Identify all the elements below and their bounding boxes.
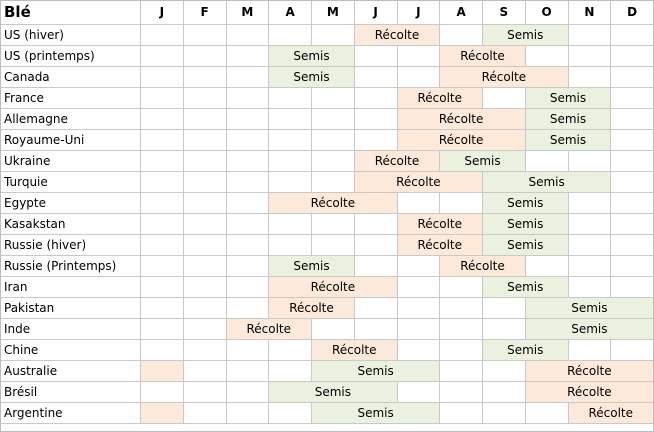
recolte-bar: Récolte: [227, 319, 312, 339]
grid-cell: [355, 214, 398, 235]
grid-cell: [227, 214, 270, 235]
grid-cell: [184, 172, 227, 193]
grid-cell: [483, 88, 526, 109]
grid-cell: [269, 109, 312, 130]
recolte-bar: Récolte: [398, 130, 525, 150]
country-label: Pakistan: [0, 298, 141, 319]
country-label: Brésil: [0, 382, 141, 403]
grid-cell: [526, 256, 569, 277]
recolte-bar: Récolte: [269, 193, 396, 213]
month-header: J: [141, 0, 184, 25]
grid-cell: [184, 193, 227, 214]
grid-cell: [611, 277, 654, 298]
grid-cell: [227, 193, 270, 214]
grid-cell: [440, 361, 483, 382]
grid-cell: [569, 193, 612, 214]
grid-cell: [227, 172, 270, 193]
grid-cell: [355, 298, 398, 319]
recolte-bar: Récolte: [569, 403, 654, 423]
grid-cell: [269, 235, 312, 256]
recolte-bar: [141, 361, 183, 381]
grid-cell: [526, 403, 569, 424]
grid-cell: [269, 25, 312, 46]
country-label: US (hiver): [0, 25, 141, 46]
grid-cell: [611, 256, 654, 277]
grid-cell: [269, 340, 312, 361]
semis-bar: Semis: [269, 256, 354, 276]
grid-cell: [141, 256, 184, 277]
grid-cell: [269, 214, 312, 235]
country-label: US (printemps): [0, 46, 141, 67]
month-header: D: [611, 0, 654, 25]
semis-bar: Semis: [269, 46, 354, 66]
grid-cell: [398, 382, 441, 403]
country-label: Turquie: [0, 172, 141, 193]
grid-cell: [611, 235, 654, 256]
country-label: Argentine: [0, 403, 141, 424]
grid-cell: [184, 319, 227, 340]
grid-cell: [141, 214, 184, 235]
grid-cell: [312, 88, 355, 109]
semis-bar: Semis: [312, 403, 439, 423]
semis-bar: Semis: [312, 361, 439, 381]
grid-cell: [227, 25, 270, 46]
recolte-bar: Récolte: [269, 277, 396, 297]
grid-cell: [141, 46, 184, 67]
grid-cell: [184, 88, 227, 109]
grid-cell: [312, 214, 355, 235]
grid-cell: [483, 403, 526, 424]
grid-cell: [312, 172, 355, 193]
grid-cell: [355, 46, 398, 67]
grid-cell: [141, 151, 184, 172]
grid-cell: [611, 109, 654, 130]
grid-cell: [141, 193, 184, 214]
grid-cell: [611, 46, 654, 67]
grid-cell: [269, 88, 312, 109]
grid-cell: [184, 298, 227, 319]
grid-cell: [184, 214, 227, 235]
recolte-bar: Récolte: [398, 235, 483, 255]
grid-cell: [141, 298, 184, 319]
grid-cell: [184, 382, 227, 403]
grid-cell: [227, 46, 270, 67]
grid-cell: [440, 340, 483, 361]
recolte-bar: [141, 403, 183, 423]
month-header: M: [312, 0, 355, 25]
grid-cell: [355, 235, 398, 256]
recolte-bar: Récolte: [398, 214, 483, 234]
grid-cell: [569, 256, 612, 277]
grid-cell: [141, 172, 184, 193]
grid-cell: [483, 298, 526, 319]
grid-cell: [312, 109, 355, 130]
semis-bar: Semis: [526, 298, 653, 318]
grid-cell: [227, 151, 270, 172]
country-label: Iran: [0, 277, 141, 298]
grid-cell: [569, 46, 612, 67]
semis-bar: Semis: [269, 67, 354, 87]
recolte-bar: Récolte: [526, 361, 653, 381]
grid-cell: [611, 151, 654, 172]
recolte-bar: Récolte: [440, 46, 525, 66]
grid-cell: [398, 46, 441, 67]
grid-cell: [483, 319, 526, 340]
recolte-bar: Récolte: [355, 151, 440, 171]
grid-cell: [184, 340, 227, 361]
grid-cell: [483, 382, 526, 403]
grid-cell: [184, 256, 227, 277]
semis-bar: Semis: [483, 193, 568, 213]
grid-cell: [398, 67, 441, 88]
recolte-bar: Récolte: [526, 382, 653, 402]
month-header: A: [269, 0, 312, 25]
grid-cell: [227, 88, 270, 109]
month-header: S: [483, 0, 526, 25]
grid-cell: [184, 46, 227, 67]
grid-cell: [355, 256, 398, 277]
grid-cell: [355, 67, 398, 88]
grid-cell: [141, 319, 184, 340]
country-label: Chine: [0, 340, 141, 361]
semis-bar: Semis: [483, 172, 610, 192]
grid-cell: [440, 298, 483, 319]
grid-cell: [398, 340, 441, 361]
grid-cell: [227, 109, 270, 130]
grid-cell: [355, 88, 398, 109]
country-label: Australie: [0, 361, 141, 382]
month-header: F: [184, 0, 227, 25]
grid-cell: [526, 46, 569, 67]
semis-bar: Semis: [440, 151, 525, 171]
grid-cell: [269, 130, 312, 151]
country-label: Kasakstan: [0, 214, 141, 235]
grid-cell: [184, 361, 227, 382]
grid-cell: [398, 298, 441, 319]
grid-cell: [141, 277, 184, 298]
grid-cell: [569, 67, 612, 88]
grid-cell: [141, 340, 184, 361]
grid-cell: [611, 67, 654, 88]
grid-cell: [569, 340, 612, 361]
grid-cell: [141, 130, 184, 151]
grid-cell: [184, 67, 227, 88]
grid-cell: [227, 298, 270, 319]
grid-cell: [184, 403, 227, 424]
month-header: A: [440, 0, 483, 25]
country-label: Egypte: [0, 193, 141, 214]
semis-bar: Semis: [526, 130, 611, 150]
grid-cell: [398, 193, 441, 214]
grid-cell: [440, 25, 483, 46]
grid-cell: [184, 130, 227, 151]
grid-cell: [141, 88, 184, 109]
grid-cell: [312, 151, 355, 172]
grid-cell: [141, 382, 184, 403]
country-label: Inde: [0, 319, 141, 340]
grid-cell: [227, 256, 270, 277]
grid-cell: [611, 88, 654, 109]
grid-cell: [440, 382, 483, 403]
country-label: Canada: [0, 67, 141, 88]
grid-cell: [526, 151, 569, 172]
grid-cell: [227, 361, 270, 382]
recolte-bar: Récolte: [398, 88, 483, 108]
grid-cell: [141, 235, 184, 256]
grid-cell: [611, 193, 654, 214]
recolte-bar: Récolte: [398, 109, 525, 129]
grid-cell: [184, 25, 227, 46]
grid-cell: [569, 214, 612, 235]
grid-cell: [569, 25, 612, 46]
recolte-bar: Récolte: [355, 172, 482, 192]
grid-cell: [483, 361, 526, 382]
month-header: J: [398, 0, 441, 25]
grid-cell: [569, 151, 612, 172]
semis-bar: Semis: [483, 235, 568, 255]
month-header: N: [569, 0, 612, 25]
grid-cell: [269, 361, 312, 382]
grid-cell: [440, 193, 483, 214]
grid-cell: [312, 319, 355, 340]
month-header: O: [526, 0, 569, 25]
semis-bar: Semis: [269, 382, 396, 402]
semis-bar: Semis: [483, 277, 568, 297]
semis-bar: Semis: [483, 25, 568, 45]
grid-cell: [611, 172, 654, 193]
grid-cell: [184, 235, 227, 256]
semis-bar: Semis: [526, 109, 611, 129]
grid-cell: [312, 25, 355, 46]
grid-cell: [184, 151, 227, 172]
grid-cell: [569, 277, 612, 298]
grid-cell: [398, 256, 441, 277]
recolte-bar: Récolte: [269, 298, 354, 318]
grid-cell: [141, 67, 184, 88]
grid-cell: [227, 130, 270, 151]
recolte-bar: Récolte: [440, 67, 567, 87]
recolte-bar: Récolte: [440, 256, 525, 276]
grid-cell: [227, 277, 270, 298]
grid-cell: [440, 277, 483, 298]
grid-cell: [355, 130, 398, 151]
country-label: Russie (hiver): [0, 235, 141, 256]
country-label: Ukraine: [0, 151, 141, 172]
grid-cell: [269, 151, 312, 172]
recolte-bar: Récolte: [355, 25, 440, 45]
grid-cell: [184, 109, 227, 130]
grid-cell: [611, 130, 654, 151]
recolte-bar: Récolte: [312, 340, 397, 360]
country-label: France: [0, 88, 141, 109]
grid-cell: [355, 319, 398, 340]
country-label: Russie (Printemps): [0, 256, 141, 277]
grid-cell: [355, 109, 398, 130]
semis-bar: Semis: [526, 88, 611, 108]
grid-cell: [611, 340, 654, 361]
grid-cell: [141, 25, 184, 46]
grid-cell: [569, 235, 612, 256]
grid-cell: [227, 235, 270, 256]
grid-cell: [227, 67, 270, 88]
grid-cell: [227, 382, 270, 403]
month-header: M: [227, 0, 270, 25]
grid-cell: [312, 235, 355, 256]
grid-cell: [611, 25, 654, 46]
semis-bar: Semis: [483, 214, 568, 234]
grid-cell: [269, 403, 312, 424]
grid-cell: [440, 319, 483, 340]
semis-bar: Semis: [526, 319, 653, 339]
grid-cell: [227, 403, 270, 424]
grid-cell: [269, 172, 312, 193]
grid-cell: [227, 340, 270, 361]
grid-cell: [440, 403, 483, 424]
grid-cell: [184, 277, 227, 298]
grid-cell: [611, 214, 654, 235]
country-label: Allemagne: [0, 109, 141, 130]
grid-cell: [312, 130, 355, 151]
month-header: J: [355, 0, 398, 25]
grid-cell: [398, 319, 441, 340]
semis-bar: Semis: [483, 340, 568, 360]
grid-cell: [141, 109, 184, 130]
country-label: Royaume-Uni: [0, 130, 141, 151]
grid-cell: [398, 277, 441, 298]
table-title: Blé: [0, 0, 141, 25]
